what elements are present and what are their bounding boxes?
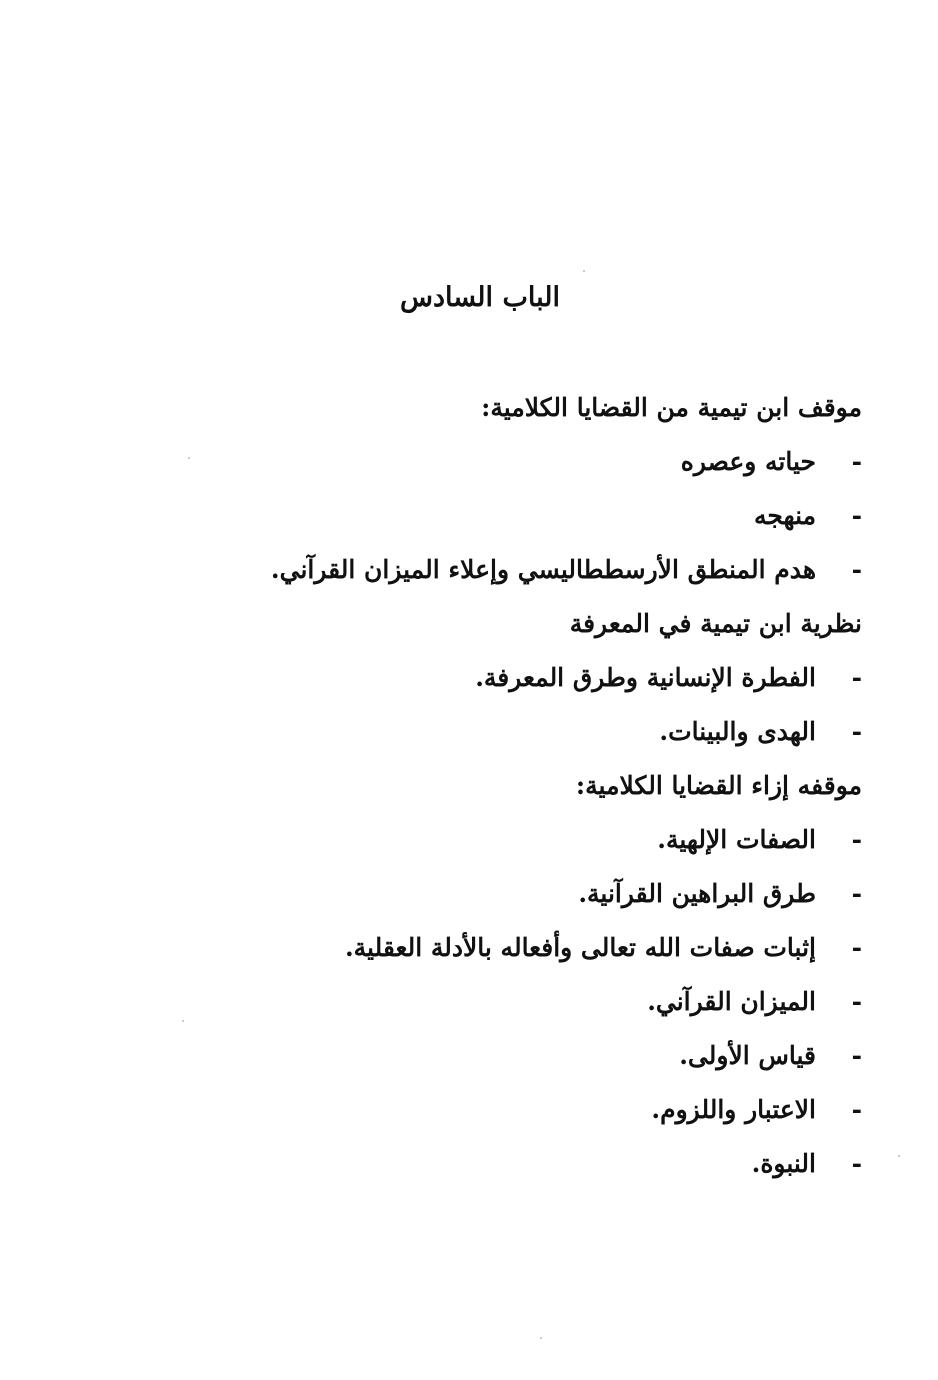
scan-speck [188, 457, 190, 459]
list-item [262, 548, 862, 602]
list-item [262, 872, 862, 926]
list-item [262, 1034, 862, 1088]
bullet-dash: - [851, 1149, 862, 1178]
list-item [262, 656, 862, 710]
list-item [262, 818, 862, 872]
scan-speck [583, 270, 585, 272]
section-heading: نظرية ابن تيمية في المعرفة [569, 609, 862, 638]
bullet-dash: - [851, 987, 862, 1016]
chapter-title: الباب السادس [400, 282, 560, 313]
scan-speck [182, 1020, 184, 1022]
bullet-dash: - [851, 447, 862, 476]
list-item-text: الهدى والبينات. [659, 717, 816, 746]
list-item [262, 1142, 862, 1196]
list-item-text: قياس الأولى. [679, 1041, 816, 1070]
list-item-text: إثبات صفات الله تعالى وأفعاله بالأدلة العقلية. [344, 933, 816, 962]
outline [262, 386, 862, 1196]
section-heading: موقفه إزاء القضايا الكلامية: [575, 771, 862, 800]
list-item-text: طرق البراهين القرآنية. [578, 879, 816, 908]
list-item-text: الميزان القرآني. [647, 987, 816, 1016]
list-item-text: حياته وعصره [680, 447, 816, 476]
bullet-dash: - [851, 555, 862, 584]
bullet-dash: - [851, 501, 862, 530]
bullet-dash: - [851, 717, 862, 746]
bullet-dash: - [851, 663, 862, 692]
list-item [262, 494, 862, 548]
scan-speck [898, 1155, 900, 1157]
section-heading: موقف ابن تيمية من القضايا الكلامية: [481, 393, 862, 422]
list-item [262, 980, 862, 1034]
list-item [262, 440, 862, 494]
list-item-text: الصفات الإلهية. [657, 825, 816, 854]
list-item [262, 1088, 862, 1142]
bullet-dash: - [851, 1041, 862, 1070]
bullet-dash: - [851, 879, 862, 908]
list-item [262, 926, 862, 980]
list-item [262, 710, 862, 764]
list-item-text: النبوة. [751, 1149, 816, 1178]
bullet-dash: - [851, 825, 862, 854]
list-item-text: منهجه [754, 501, 816, 530]
scan-speck [540, 1337, 542, 1339]
list-item-text: الاعتبار واللزوم. [651, 1095, 816, 1124]
list-item-text: الفطرة الإنسانية وطرق المعرفة. [475, 663, 816, 692]
list-item-text: هدم المنطق الأرسططاليسي وإعلاء الميزان القرآني. [270, 555, 816, 584]
bullet-dash: - [851, 933, 862, 962]
bullet-dash: - [851, 1095, 862, 1124]
